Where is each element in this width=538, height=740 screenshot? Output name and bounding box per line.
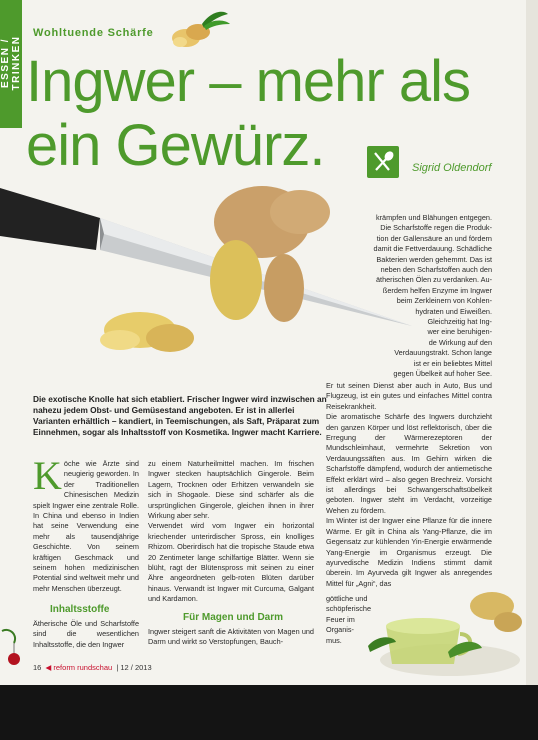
- ginger-icon: [164, 6, 234, 54]
- column-3-top: [326, 213, 492, 380]
- text-line: Gleichzeitig hat Ing-: [427, 317, 492, 327]
- christmas-ornament-decoration: [0, 625, 30, 675]
- section-tab: ESSEN / TRINKEN: [0, 0, 22, 128]
- text-line: Organis-: [326, 625, 354, 635]
- text-line: beim Zerkleinern von Kohlen-: [396, 296, 492, 306]
- cutlery-icon: [367, 146, 399, 178]
- text-line: Bakterien werden gehemmt. Das ist: [376, 254, 492, 264]
- text-line: mus.: [326, 635, 342, 645]
- column-2: zu einem Naturheilmittel machen. Im frischen Ingwer stecken hauptsächlich Gingerole. Beim Lagern, Trocknen oder Erhitzen verwandeln sie sich in Shogaole. Diese sind schärfer als die ursprünglichen Gingerole, gleichen ihnen in ihrer Wirkung aber sehr. Verwendet wird vom Ingwer ein horizontal kriechender unterirdischer Spross, ein knolliges Rhizom. Oberirdisch hat die tropische Staude etwa 20 Zentimeter lange schilfartige Blätter. Wenn sie blüht, ragt der Blütenspross mit seinen zu einer Ähre angeordneten gelb-roten Blüten darüber hinaus. Verwandt ist Ingwer mit Curcuma, Galgant und Kardamon.: [148, 459, 314, 604]
- triangle-left-icon: ◀: [45, 663, 52, 672]
- scan-background: [0, 685, 538, 740]
- text-line: wer eine beruhigen-: [427, 327, 492, 337]
- text-line: Die Scharfstoffe regen die Produk-: [380, 223, 492, 233]
- text-line: damit die Fettverdauung. Schädliche: [373, 244, 492, 254]
- text-line: göttliche und: [326, 594, 368, 603]
- text-line: de Wirkung auf den: [428, 337, 492, 347]
- cutlery-icon-box: [367, 146, 399, 178]
- column-1-continued: Ätherische Öle und Scharfstoffe sind die wesentlichen Inhaltsstoffe, die den Ingwer: [33, 619, 139, 649]
- column-1: Köche wie Ärzte sind neugierig geworden. In der Traditionellen Chinesischen Medizin spielt Ingwer eine zentrale Rolle. In China und ebenso in Indien hat seine Verwendung eine mehr als tausendjährige Geschichte. Von seinem kräftigen Geschmack und seinem hohen medizinischen Potential sind weltweit mehr und mehr Menschen überzeugt.: [33, 453, 139, 593]
- column-3-main: Er tut seinen Dienst aber auch in Auto, Bus und Flugzeug, ist ein gutes und einfaches Mittel contra Reisekrankheit. Die aromatische Schärfe des Ingwers durchzieht den ganzen Körper und löst reflektorisch, über die Erregung der Wärmerezeptoren der Mundschleimhaut, vermehrte Sekretion von Verdauungssäften aus. Im Gehirn wirken die Scharfstoffe dämpfend, wodurch der antiemetische Effekt erklärt wird – also gegen Brechreiz. Vorsicht ist allerdings bei Schwangerschaftsübelkeit geboten. Ingwer steht im Verdacht, vorzeitige Wehen zu fördern. Im Winter ist der Ingwer eine Pflanze für die innere Wärme. Er gilt in China als Yang-Pflanze, die im Gegensatz zur kühlenden Yin-Energie erwärmende Yang-Energie im Organismus erzeugt. Die ayurvedische Medizin Indiens stimmt damit überein. Im Ayurveda gilt Ingwer als anregendes Mittel für „Agni“, das: [326, 381, 492, 588]
- heading-inhaltsstoffe: Inhaltsstoffe: [50, 604, 110, 615]
- text-line: Verdauungstrakt. Schon lange: [394, 348, 492, 358]
- drop-cap: K: [33, 453, 62, 498]
- author: Sigrid Oldendorf: [412, 162, 492, 174]
- page-edge: [526, 0, 538, 685]
- text-line: gegen Übelkeit auf hoher See.: [393, 369, 492, 379]
- text-line: neben den Scharfstoffen auch den: [380, 265, 492, 275]
- tea-ginger-photo: [360, 578, 526, 685]
- text-line: schöpferische: [326, 604, 372, 614]
- kicker: Wohltuende Schärfe: [33, 27, 154, 39]
- page-footer: 16 ◀ reform rundschau | 12 / 2013: [33, 663, 152, 672]
- text-line: hydraten und Eiweißen.: [415, 306, 492, 316]
- column-2-continued: Ingwer steigert sanft die Aktivitäten von Magen und Darm und wirkt so Verstopfungen, Bauch-: [148, 627, 314, 647]
- text-line: ist er ein beliebtes Mittel: [413, 358, 492, 368]
- text-line: Feuer im: [326, 614, 355, 624]
- heading-magen-darm: Für Magen und Darm: [183, 612, 284, 623]
- page-title: Ingwer – mehr als ein Gewürz.: [26, 49, 470, 178]
- issue-number: 12 / 2013: [120, 663, 152, 672]
- text-line: tion der Gallensäure an und fördern: [376, 233, 492, 243]
- text-line: ßerdem helfen Enzyme im Ingwer: [382, 285, 492, 295]
- text-line: krämpfen und Blähungen entgegen.: [375, 213, 492, 222]
- lead-paragraph: Die exotische Knolle hat sich etabliert. Frischer Ingwer wird inzwischen an nahezu jedem Obst- und Gemüsestand angeboten. Er ist in allerlei Varianten erhältlich – kandiert, in Teemischungen, als Saft, Präparat zum Einnehmen, sogar als Inhaltsstoff von Kosmetika. Ingwer macht Karriere.: [33, 394, 327, 437]
- magazine-brand: reform rundschau: [53, 663, 113, 672]
- page-number: 16: [33, 663, 42, 672]
- text-line: ätherischen Ölen zu verdanken. Au-: [375, 275, 492, 285]
